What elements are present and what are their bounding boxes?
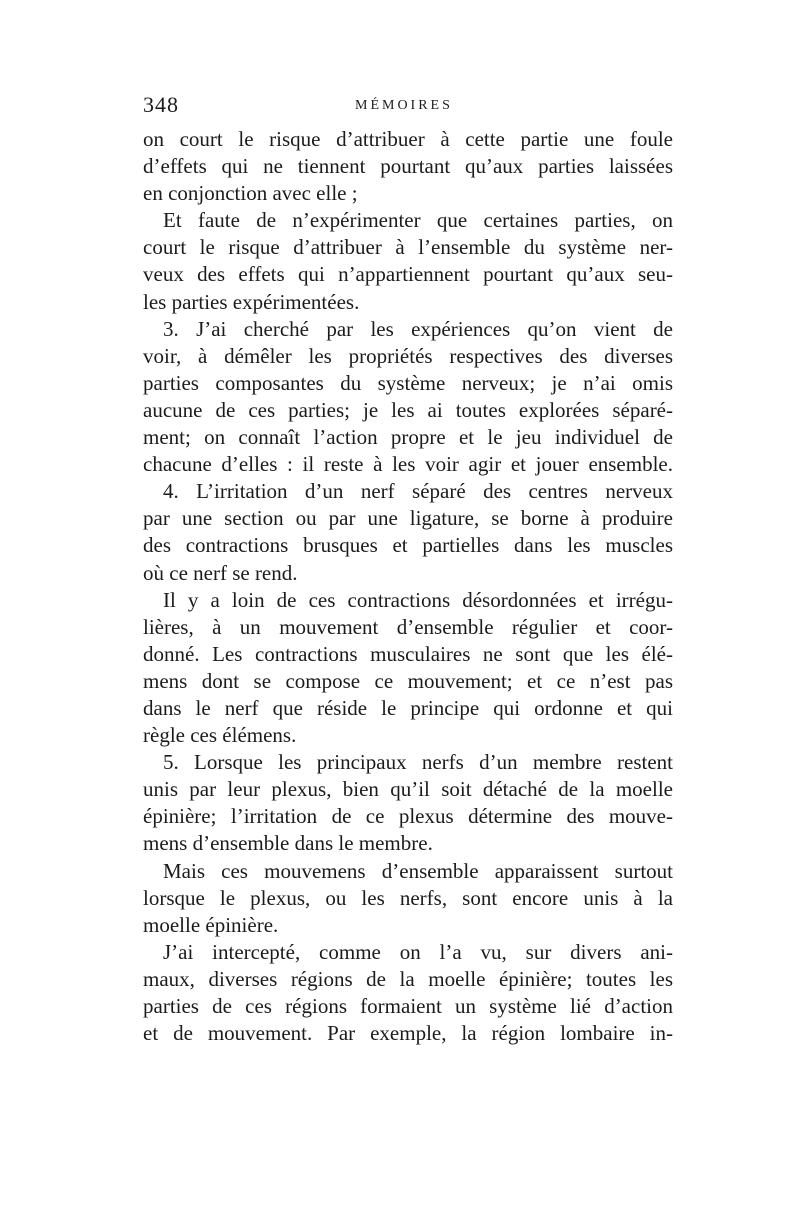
text-line: et de mouvement. Par exemple, la région lombaire in- (143, 1021, 673, 1046)
text-line: parties de ces régions formaient un système lié d’action (143, 994, 673, 1018)
text-line: donné. Les contractions musculaires ne sont que les élé- (143, 641, 673, 666)
text-line: épinière; l’irritation de ce plexus détermine des mouve- (143, 804, 673, 829)
text-line: où ce nerf se rend. (143, 560, 298, 585)
text-line: voir, à démêler les propriétés respectives des diverses (143, 343, 673, 368)
text-line: règle ces élémens. (143, 723, 297, 748)
page-header (143, 92, 673, 124)
text-line: on court le risque d’attribuer à cette partie une foule (143, 127, 673, 151)
text-line: court le risque d’attribuer à l’ensemble du système ner- (143, 235, 673, 260)
text-line: chacune d’elles : il reste à les voir agir et jouer ensemble. (143, 452, 673, 477)
text-line: 5. Lorsque les principaux nerfs d’un membre restent (163, 750, 673, 775)
text-line: 3. J’ai cherché par les expériences qu’on vient de (163, 316, 673, 341)
text-line: J’ai intercepté, comme on l’a vu, sur divers ani- (163, 939, 673, 964)
text-line: lorsque le plexus, ou les nerfs, sont encore unis à la (143, 885, 673, 910)
text-line: les parties expérimentées. (143, 289, 360, 314)
text-line: dans le nerf que réside le principe qui ordonne et qui (143, 695, 673, 720)
running-head: MÉMOIRES (355, 98, 453, 113)
text-line: des contractions brusques et partielles dans les muscles (143, 533, 673, 558)
text-line: par une section ou par une ligature, se borne à produire (143, 506, 673, 531)
text-line: mens dont se compose ce mouvement; et ce n’est pas (143, 668, 673, 693)
text-line: Il y a loin de ces contractions désordonnées et irrégu- (163, 587, 673, 612)
text-line: aucune de ces parties; je les ai toutes explorées séparé- (143, 397, 673, 422)
text-line: maux, diverses régions de la moelle épinière; toutes les (143, 966, 673, 991)
text-line: Mais ces mouvemens d’ensemble apparaissent surtout (163, 858, 673, 883)
page-number: 348 (143, 92, 179, 117)
text-line: veux des effets qui n’appartiennent pourtant qu’aux seu- (143, 262, 673, 287)
text-line: moelle épinière. (143, 912, 279, 937)
text-line: d’effets qui ne tiennent pourtant qu’aux parties laissées (143, 154, 673, 179)
text-line: mens d’ensemble dans le membre. (143, 831, 433, 856)
text-line: en conjonction avec elle ; (143, 181, 358, 206)
text-line: lières, à un mouvement d’ensemble régulier et coor- (143, 614, 673, 639)
text-line: unis par leur plexus, bien qu’il soit détaché de la moelle (143, 777, 673, 802)
text-line: parties composantes du système nerveux; je n’ai omis (143, 370, 673, 395)
text-line: 4. L’irritation d’un nerf séparé des centres nerveux (163, 479, 673, 504)
body-text (143, 126, 673, 1047)
text-line: ment; on connaît l’action propre et le jeu individuel de (143, 425, 673, 450)
text-line: Et faute de n’expérimenter que certaines parties, on (163, 208, 673, 233)
